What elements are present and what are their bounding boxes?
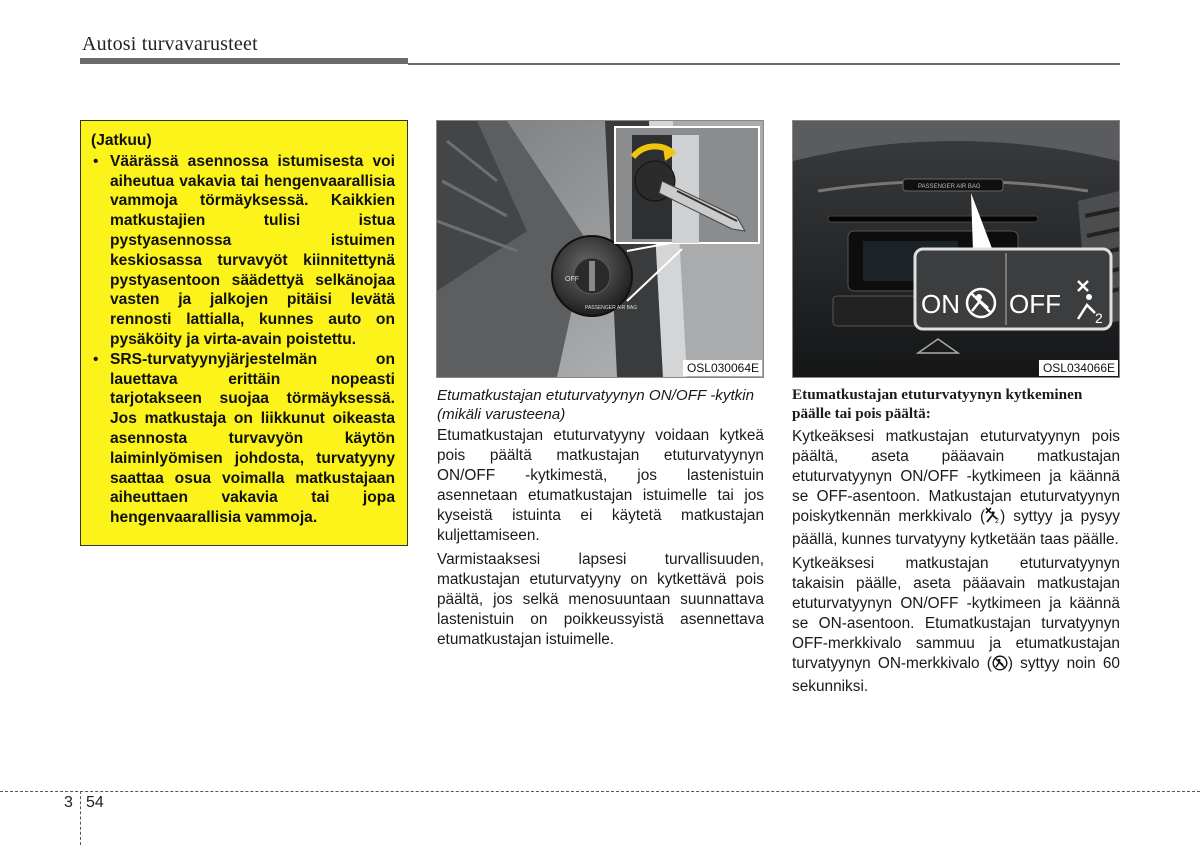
warning-list <box>91 152 395 528</box>
switch-description-column <box>437 386 764 650</box>
paragraph-text: Kytkeäksesi matkustajan etuturvatyynyn pois päältä, aseta pääavain matkustajan etuturvatyynyn ON/OFF -kytkimeen ja käännä se OFF-asentoon. Matkustajan etuturvatyynyn poiskytkennän merkkivalo ( <box>792 428 1120 525</box>
panel-caption: PASSENGER AIR BAG <box>918 184 981 190</box>
warning-box <box>80 120 408 546</box>
section-heading: Etumatkustajan etuturvatyynyn kytkeminen päälle tai pois päältä: <box>792 386 1083 422</box>
chapter-number: 3 <box>64 794 73 811</box>
airbag-switch-photo <box>436 120 764 378</box>
figure-code: OSL034066E <box>1039 360 1118 376</box>
svg-text:2: 2 <box>995 517 1000 524</box>
paragraph: Etumatkustajan etuturvatyyny voidaan kytkeä pois päältä matkustajan etuturvatyynyn ON/OFF -kytkimestä, jos lastenistuin asennetaan etumatkustajan istuimelle tai jos kyseistä istuinta ei käytetä matkustajan kuljettamiseen. <box>437 427 764 544</box>
switch-caption: PASSENGER AIR BAG <box>585 305 638 311</box>
warning-item: • Väärässä asennossa istumisesta voi aiheutua vakavia tai hengenvaarallisia vammoja törmäyksessä. Kaikkien matkustajien tulisi istua pystyasennossa istuimen keskiosassa turvavyöt kiinnitettynä pystyasentoon säädettyä selkänojaa vasten ja jalkojen pitäisi levätä rennosti lattialla, kunnes auto on pysäköity ja virta-avain poistettu. <box>91 152 395 350</box>
page-header-title: Autosi turvavarusteet <box>82 33 258 55</box>
section-heading: Etumatkustajan etuturvatyynyn ON/OFF -kytkin (mikäli varusteena) <box>437 387 755 423</box>
indicator-off-label: OFF <box>1009 289 1061 319</box>
indicator-subscript: 2 <box>1095 310 1103 326</box>
footer-divider <box>80 791 81 845</box>
header-rule-thick <box>80 58 408 64</box>
warning-continued-label: (Jatkuu) <box>91 132 152 149</box>
warning-item: • SRS-turvatyynyjärjestelmän on lauettava erittäin nopeasti tarjotakseen suojaa törmäyksessä. Jos matkustaja on liikkunut oikeasta asennosta turvavyön käytön laiminlyömisen johdosta, turvatyyny saattaa osua voimalla matkustajaan aiheuttaen vakavia tai jopa hengenvaarallisia vammoja. <box>91 350 395 528</box>
paragraph: Varmistaaksesi lapsesi turvallisuuden, matkustajan etuturvatyyny on kytkettävä pois päältä, jos selkä menosuuntaan suunnattava lastenistuin on poikkeussyistä asennettava etumatkustajan istuimelle. <box>437 551 764 649</box>
paragraph-text: ) syttyy noin 60 sekunniksi. <box>792 654 1120 695</box>
paragraph <box>792 427 1120 549</box>
indicator-on-label: ON <box>921 289 960 319</box>
paragraph-text: Kytkeäksesi matkustajan etuturvatyynyn takaisin päälle, aseta pääavain matkustajan etuturvatyynyn ON/OFF -kytkimeen ja käännä se ON-asentoon. Etumatkustajan turvatyynyn OFF-merkkivalo sammuu ja etumatkustajan turvatyynyn ON-merkkivalo ( <box>792 555 1120 672</box>
page-number: 54 <box>86 794 104 811</box>
paragraph-text: ) syttyy ja pysyy päällä, kunnes turvatyyny kytketään taas päälle. <box>792 507 1121 548</box>
footer-rule <box>0 791 1200 792</box>
switch-operation-column <box>792 386 1120 697</box>
airbag-off-indicator-icon <box>985 507 1000 530</box>
figure-code: OSL030064E <box>683 360 762 376</box>
airbag-on-indicator-icon <box>992 655 1008 677</box>
header-rule-thin <box>408 63 1120 65</box>
paragraph <box>792 554 1120 696</box>
airbag-indicator-photo <box>792 120 1120 378</box>
switch-off-label: OFF <box>565 276 579 283</box>
